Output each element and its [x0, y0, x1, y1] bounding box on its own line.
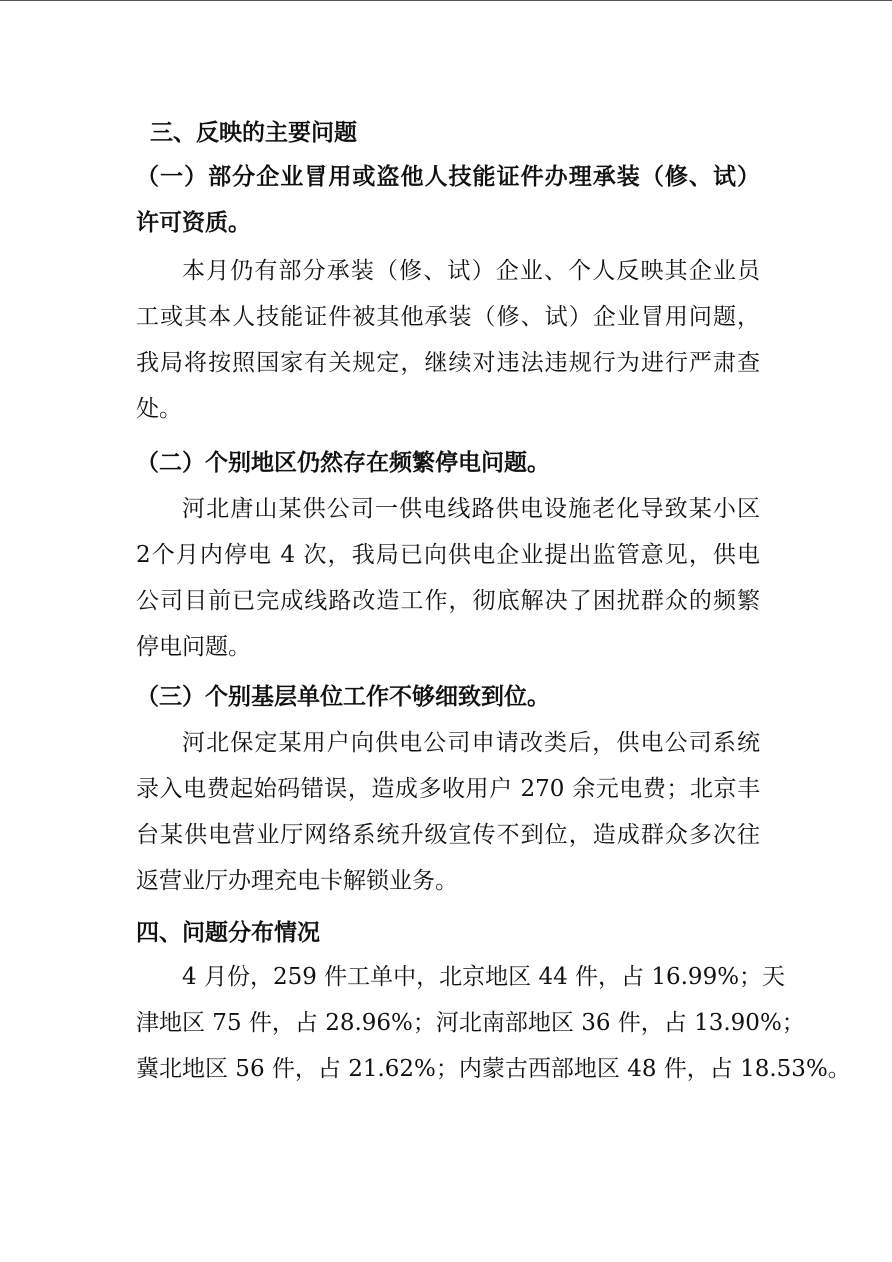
paragraph-line: 津地区 75 件，占 28.96%；河北南部地区 36 件，占 13.90%； [136, 1010, 805, 1036]
subsection-1-heading-line-2: 许可资质。 [136, 209, 251, 236]
paragraph-line: 我局将按照国家有关规定，继续对违法违规行为进行严肃查 [136, 350, 760, 376]
paragraph-line: 返营业厅办理充电卡解锁业务。 [136, 868, 458, 894]
section-4-heading: 四、问题分布情况 [136, 920, 320, 946]
page-top-border [0, 0, 892, 1]
paragraph-line: 2个月内停电 4 次，我局已向供电企业提出监管意见，供电 [136, 542, 760, 568]
paragraph-line: 录入电费起始码错误，造成多收用户 270 余元电费；北京丰 [136, 776, 760, 802]
subsection-2-heading: （二）个别地区仍然存在频繁停电问题。 [136, 449, 550, 476]
paragraph-line: 河北唐山某供公司一供电线路供电设施老化导致某小区 [182, 496, 760, 522]
paragraph-line: 处。 [136, 396, 182, 422]
paragraph-line: 台某供电营业厅网络系统升级宣传不到位，造成群众多次往 [136, 822, 760, 848]
paragraph-line: 本月仍有部分承装（修、试）企业、个人反映其企业员 [182, 258, 760, 284]
subsection-3-heading: （三）个别基层单位工作不够细致到位。 [136, 683, 550, 710]
paragraph-line: 4 月份，259 件工单中，北京地区 44 件，占 16.99%；天 [182, 964, 786, 990]
paragraph-line: 冀北地区 56 件，占 21.62%；内蒙古西部地区 48 件，占 18.53%。 [136, 1056, 851, 1082]
subsection-1-heading-line-1: （一）部分企业冒用或盗他人技能证件办理承装（修、试） [136, 163, 760, 190]
paragraph-line: 河北保定某用户向供电公司申请改类后，供电公司系统 [182, 730, 760, 756]
paragraph-line: 工或其本人技能证件被其他承装（修、试）企业冒用问题， [136, 304, 760, 330]
paragraph-line: 停电问题。 [136, 634, 251, 660]
paragraph-line: 公司目前已完成线路改造工作，彻底解决了困扰群众的频繁 [136, 588, 760, 614]
section-3-heading: 三、反映的主要问题 [150, 120, 357, 146]
